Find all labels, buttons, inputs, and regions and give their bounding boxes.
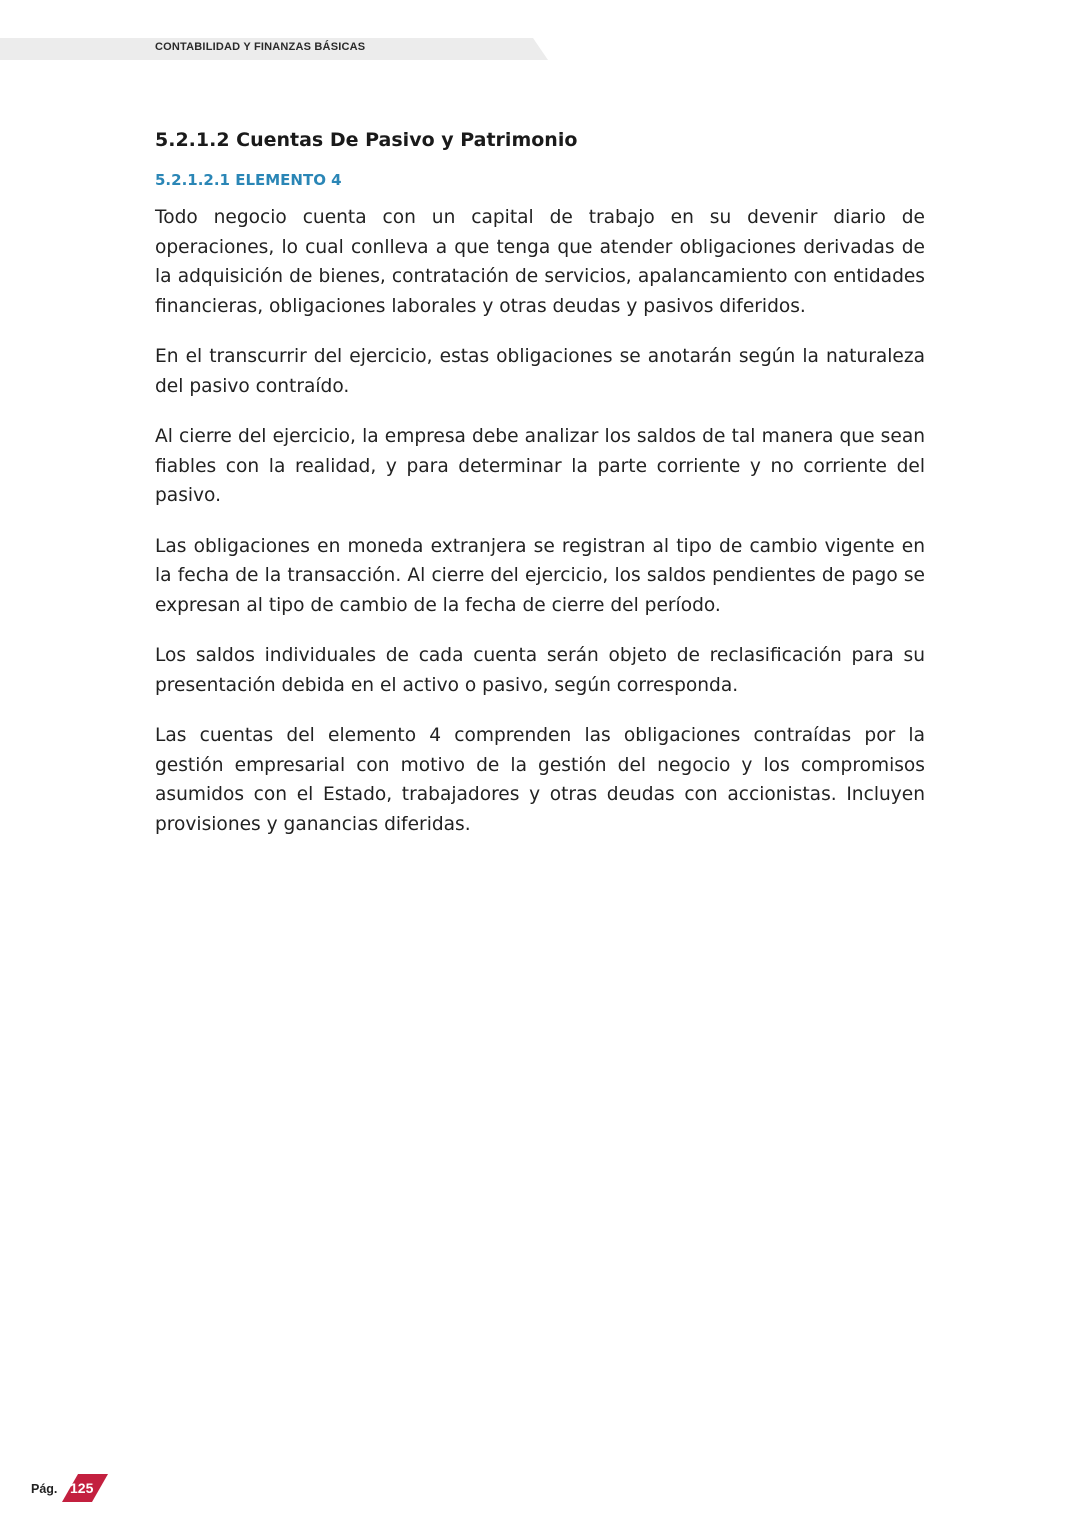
paragraph: Al cierre del ejercicio, la empresa debe analizar los saldos de tal manera que sean fiables con la realidad, y para determinar la parte corriente y no corriente del pasivo. (155, 426, 925, 506)
section-title: 5.2.1.2 Cuentas De Pasivo y Patrimonio (155, 129, 578, 151)
running-header-title: CONTABILIDAD Y FINANZAS BÁSICAS (155, 41, 366, 53)
body-text (155, 203, 925, 860)
paragraph: Todo negocio cuenta con un capital de trabajo en su devenir diario de operaciones, lo cual conlleva a que tenga que atender obligaciones derivadas de la adquisición de bienes, contratación de servicios, apalancamiento con entidades financieras, obligaciones laborales y otras deudas y pasivos diferidos. (155, 207, 925, 317)
paragraph: Las obligaciones en moneda extranjera se registran al tipo de cambio vigente en la fecha de la transacción. Al cierre del ejercicio, los saldos pendientes de pago se expresan al tipo de cambio de la fecha de cierre del período. (155, 535, 925, 616)
paragraph: Los saldos individuales de cada cuenta serán objeto de reclasificación para su presentación debida en el activo o pasivo, según corresponda. (155, 645, 925, 696)
paragraph: En el transcurrir del ejercicio, estas obligaciones se anotarán según la naturaleza del pasivo contraído. (155, 346, 925, 397)
page-label: Pág. (31, 1482, 58, 1496)
paragraph: Las cuentas del elemento 4 comprenden las obligaciones contraídas por la gestión empresarial con motivo de la gestión del negocio y los compromisos asumidos con el Estado, trabajadores y otras deudas con accionistas. Incluyen provisiones y ganancias diferidas. (155, 725, 925, 835)
subsection-title: 5.2.1.2.1 ELEMENTO 4 (155, 171, 342, 189)
page-number: 125 (70, 1480, 94, 1496)
